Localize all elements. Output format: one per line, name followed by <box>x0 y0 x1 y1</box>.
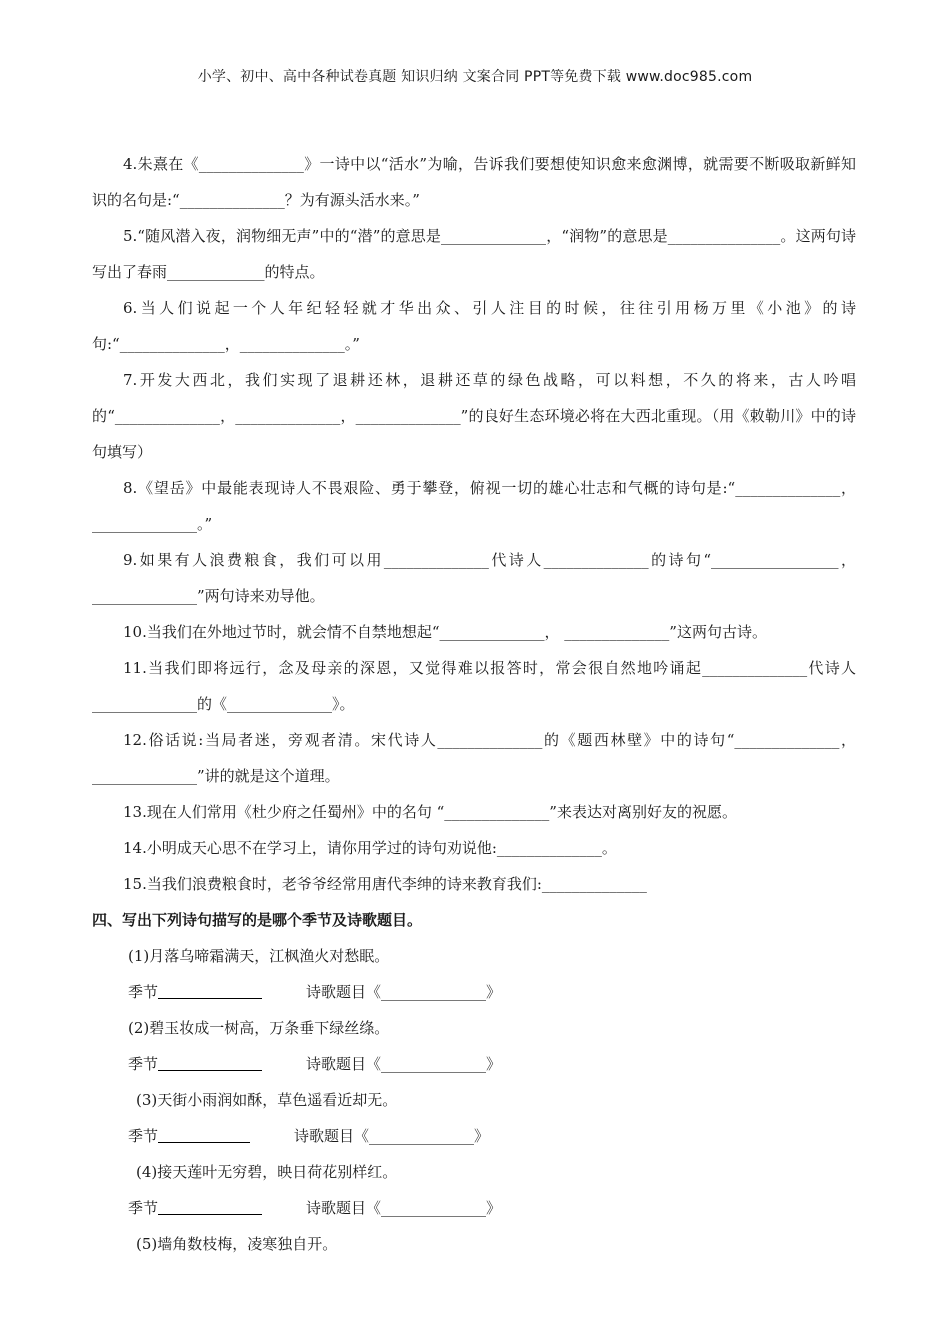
question-8: 8.《望岳》中最能表现诗人不畏艰险、勇于攀登，俯视一切的雄心壮志和气概的诗句是:“______________，______________。” <box>92 479 856 533</box>
title-blank[interactable]: ______________》 <box>369 1127 490 1145</box>
title-label: 诗歌题目《 <box>306 983 382 1001</box>
answer-row-2 <box>92 1046 856 1082</box>
answer-row-1 <box>92 974 856 1010</box>
question-7: 7.开发大西北，我们实现了退耕还林，退耕还草的绿色战略，可以料想，不久的将来，古人吟唱的“______________，______________，______________”的良好生态环境必将在大西北重现。（用《敕勒川》中的诗句填写） <box>92 371 856 461</box>
season-blank-extra[interactable] <box>204 1128 250 1143</box>
poem-line-5: (5)墙角数枝梅，凌寒独自开。 <box>136 1235 338 1253</box>
answer-row-4 <box>92 1190 856 1226</box>
title-blank[interactable]: ______________》 <box>381 1199 502 1217</box>
poem-line-2: (2)碧玉妆成一树高，万条垂下绿丝绦。 <box>128 1019 390 1037</box>
title-label: 诗歌题目《 <box>294 1127 370 1145</box>
season-label: 季节 <box>128 1055 159 1073</box>
poem-line-1: (1)月落乌啼霜满天，江枫渔火对愁眠。 <box>128 947 390 965</box>
question-10: 10.当我们在外地过节时，就会情不自禁地想起“______________， ______________”这两句古诗。 <box>123 623 767 641</box>
season-blank[interactable] <box>158 984 262 999</box>
question-12: 12.俗话说:当局者迷，旁观者清。宋代诗人______________的《题西林壁》中的诗句“______________，______________”讲的就是这个道理。 <box>92 731 856 785</box>
question-6: 6.当人们说起一个人年纪轻轻就才华出众、引人注目的时候，往往引用杨万里《小池》的诗句:“______________，______________。” <box>92 299 856 353</box>
title-blank[interactable]: ______________》 <box>381 1055 502 1073</box>
worksheet-body <box>92 146 856 1262</box>
question-14: 14.小明成天心思不在学习上，请你用学过的诗句劝说他:______________。 <box>123 839 617 857</box>
title-label: 诗歌题目《 <box>306 1199 382 1217</box>
poem-line-3: (3)天街小雨润如酥，草色遥看近却无。 <box>136 1091 398 1109</box>
season-label: 季节 <box>128 983 159 1001</box>
question-13: 13.现在人们常用《杜少府之任蜀州》中的名句 “______________”来表达对离别好友的祝愿。 <box>123 803 737 821</box>
season-label: 季节 <box>128 1199 159 1217</box>
season-blank[interactable] <box>158 1056 262 1071</box>
page-header: 小学、初中、高中各种试卷真题 知识归纳 文案合同 PPT等免费下载 www.doc985.com <box>197 69 753 85</box>
question-9: 9.如果有人浪费粮食，我们可以用______________代诗人______________的诗句“_________________，______________”两句诗来劝导他。 <box>92 551 856 605</box>
question-4: 4.朱熹在《______________》一诗中以“活水”为喻，告诉我们要想使知识愈来愈渊博，就需要不断吸取新鲜知识的名句是:“______________？为有源头活水来。” <box>92 155 856 209</box>
question-5: 5.“随风潜入夜，润物细无声”中的“潜”的意思是______________，“润物”的意思是_______________。这两句诗写出了春雨_____________的特点。 <box>92 227 856 281</box>
question-11: 11.当我们即将远行，念及母亲的深恩，又觉得难以报答时，常会很自然地吟诵起______________代诗人______________的《______________》。 <box>92 659 856 713</box>
section-4-title: 四、写出下列诗句描写的是哪个季节及诗歌题目。 <box>92 911 423 929</box>
season-blank[interactable] <box>158 1200 262 1215</box>
poem-line-4: (4)接天莲叶无穷碧，映日荷花别样红。 <box>136 1163 398 1181</box>
season-blank[interactable] <box>158 1128 204 1143</box>
title-label: 诗歌题目《 <box>306 1055 382 1073</box>
question-15: 15.当我们浪费粮食时，老爷爷经常用唐代李绅的诗来教育我们:______________ <box>123 875 647 893</box>
answer-row-3 <box>92 1118 856 1154</box>
season-label: 季节 <box>128 1127 159 1145</box>
title-blank[interactable]: ______________》 <box>381 983 502 1001</box>
